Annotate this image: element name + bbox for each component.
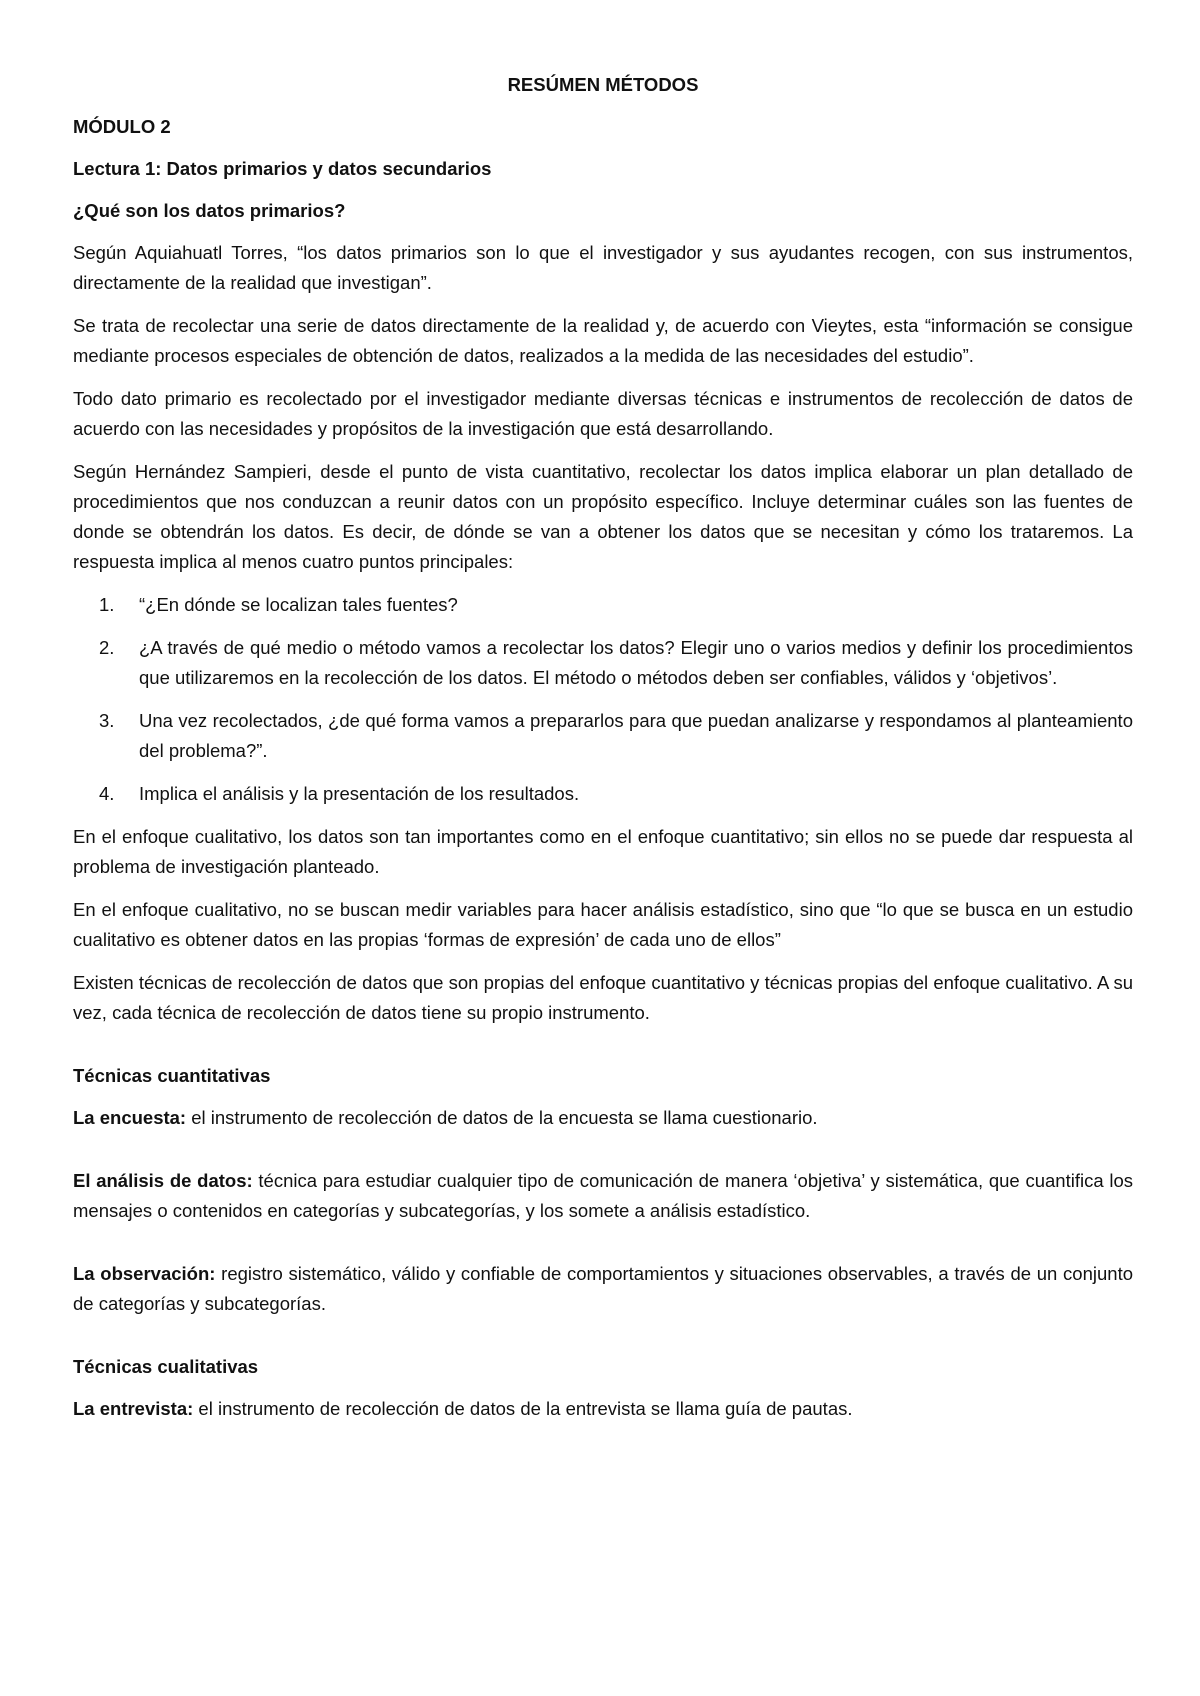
- list-item-text: Implica el análisis y la presentación de los resultados.: [139, 783, 580, 804]
- list-item-number: 1.: [99, 594, 115, 615]
- question-heading: ¿Qué son los datos primarios?: [73, 200, 346, 221]
- encuesta-term: La encuesta:: [73, 1107, 187, 1128]
- analisis-term: El análisis de datos:: [73, 1170, 253, 1191]
- observacion-definition: [73, 1259, 1133, 1319]
- encuesta-definition: [73, 1103, 1133, 1133]
- paragraph-techniques: Existen técnicas de recolección de datos que son propias del enfoque cuantitativo y técnicas propias del enfoque cualitativo. A su vez, cada técnica de recolección de datos tiene su propio instrumento.: [73, 972, 1133, 1023]
- spacer: [73, 1146, 1133, 1166]
- paragraph-aquiahuatl: Según Aquiahuatl Torres, “los datos primarios son lo que el investigador y sus ayudantes recogen, con sus instrumentos, directamente de la realidad que investigan”.: [73, 242, 1133, 293]
- spacer: [73, 1239, 1133, 1259]
- spacer: [73, 1041, 1133, 1061]
- entrevista-definition: [73, 1394, 1133, 1424]
- quantitative-heading: Técnicas cuantitativas: [73, 1065, 271, 1086]
- paragraph-sampieri: Según Hernández Sampieri, desde el punto de vista cuantitativo, recolectar los datos implica elaborar un plan detallado de procedimientos que nos conduzcan a reunir datos con un propósito específico. Incluye determinar cuáles son las fuentes de donde se obtendrán los datos. Es decir, de dónde se van a obtener los datos que se necesitan y cómo los trataremos. La respuesta implica al menos cuatro puntos principales:: [73, 461, 1133, 572]
- observacion-term: La observación:: [73, 1263, 216, 1284]
- list-item: [73, 590, 1133, 620]
- list-item-number: 2.: [99, 637, 115, 658]
- list-item-number: 3.: [99, 710, 115, 731]
- entrevista-text: el instrumento de recolección de datos de la entrevista se llama guía de pautas.: [193, 1398, 853, 1419]
- encuesta-text: el instrumento de recolección de datos de la encuesta se llama cuestionario.: [186, 1107, 818, 1128]
- entrevista-term: La entrevista:: [73, 1398, 194, 1419]
- list-item-number: 4.: [99, 783, 115, 804]
- paragraph-vieytes: Se trata de recolectar una serie de datos directamente de la realidad y, de acuerdo con Vieytes, esta “información se consigue mediante procesos especiales de obtención de datos, realizados a la medida de las necesidades del estudio”.: [73, 315, 1133, 366]
- list-item: [73, 633, 1133, 693]
- document-body: [73, 70, 1133, 1437]
- module-heading: MÓDULO 2: [73, 116, 171, 137]
- list-item-text: “¿En dónde se localizan tales fuentes?: [139, 594, 458, 615]
- list-item: [73, 779, 1133, 809]
- document-title: RESÚMEN MÉTODOS: [507, 74, 699, 95]
- paragraph-qualitative-importance: En el enfoque cualitativo, los datos son tan importantes como en el enfoque cuantitativo; sin ellos no se puede dar respuesta al problema de investigación planteado.: [73, 826, 1133, 877]
- spacer: [73, 1332, 1133, 1352]
- numbered-list: [73, 590, 1133, 809]
- analisis-definition: [73, 1166, 1133, 1226]
- analisis-text: técnica para estudiar cualquier tipo de comunicación de manera ‘objetiva’ y sistemática, que cuantifica los mensajes o contenidos en categorías y subcategorías, y los somete a análisis estadístico.: [73, 1170, 1133, 1221]
- list-item-text: ¿A través de qué medio o método vamos a recolectar los datos? Elegir uno o varios medios y definir los procedimientos que utilizaremos en la recolección de los datos. El método o métodos deben ser confiables, válidos y ‘objetivos’.: [139, 637, 1133, 688]
- lecture-heading: Lectura 1: Datos primarios y datos secundarios: [73, 158, 492, 179]
- paragraph-primary-data: Todo dato primario es recolectado por el investigador mediante diversas técnicas e instrumentos de recolección de datos de acuerdo con las necesidades y propósitos de la investigación que está desarrollando.: [73, 388, 1133, 439]
- list-item-text: Una vez recolectados, ¿de qué forma vamos a prepararlos para que puedan analizarse y respondamos al planteamiento del problema?”.: [139, 710, 1133, 761]
- qualitative-heading: Técnicas cualitativas: [73, 1356, 259, 1377]
- paragraph-qualitative-expression: En el enfoque cualitativo, no se buscan medir variables para hacer análisis estadístico, sino que “lo que se busca en un estudio cualitativo es obtener datos en las propias ‘formas de expresión’ de cada uno de ellos”: [73, 899, 1133, 950]
- observacion-text: registro sistemático, válido y confiable de comportamientos y situaciones observables, a través de un conjunto de categorías y subcategorías.: [73, 1263, 1133, 1314]
- list-item: [73, 706, 1133, 766]
